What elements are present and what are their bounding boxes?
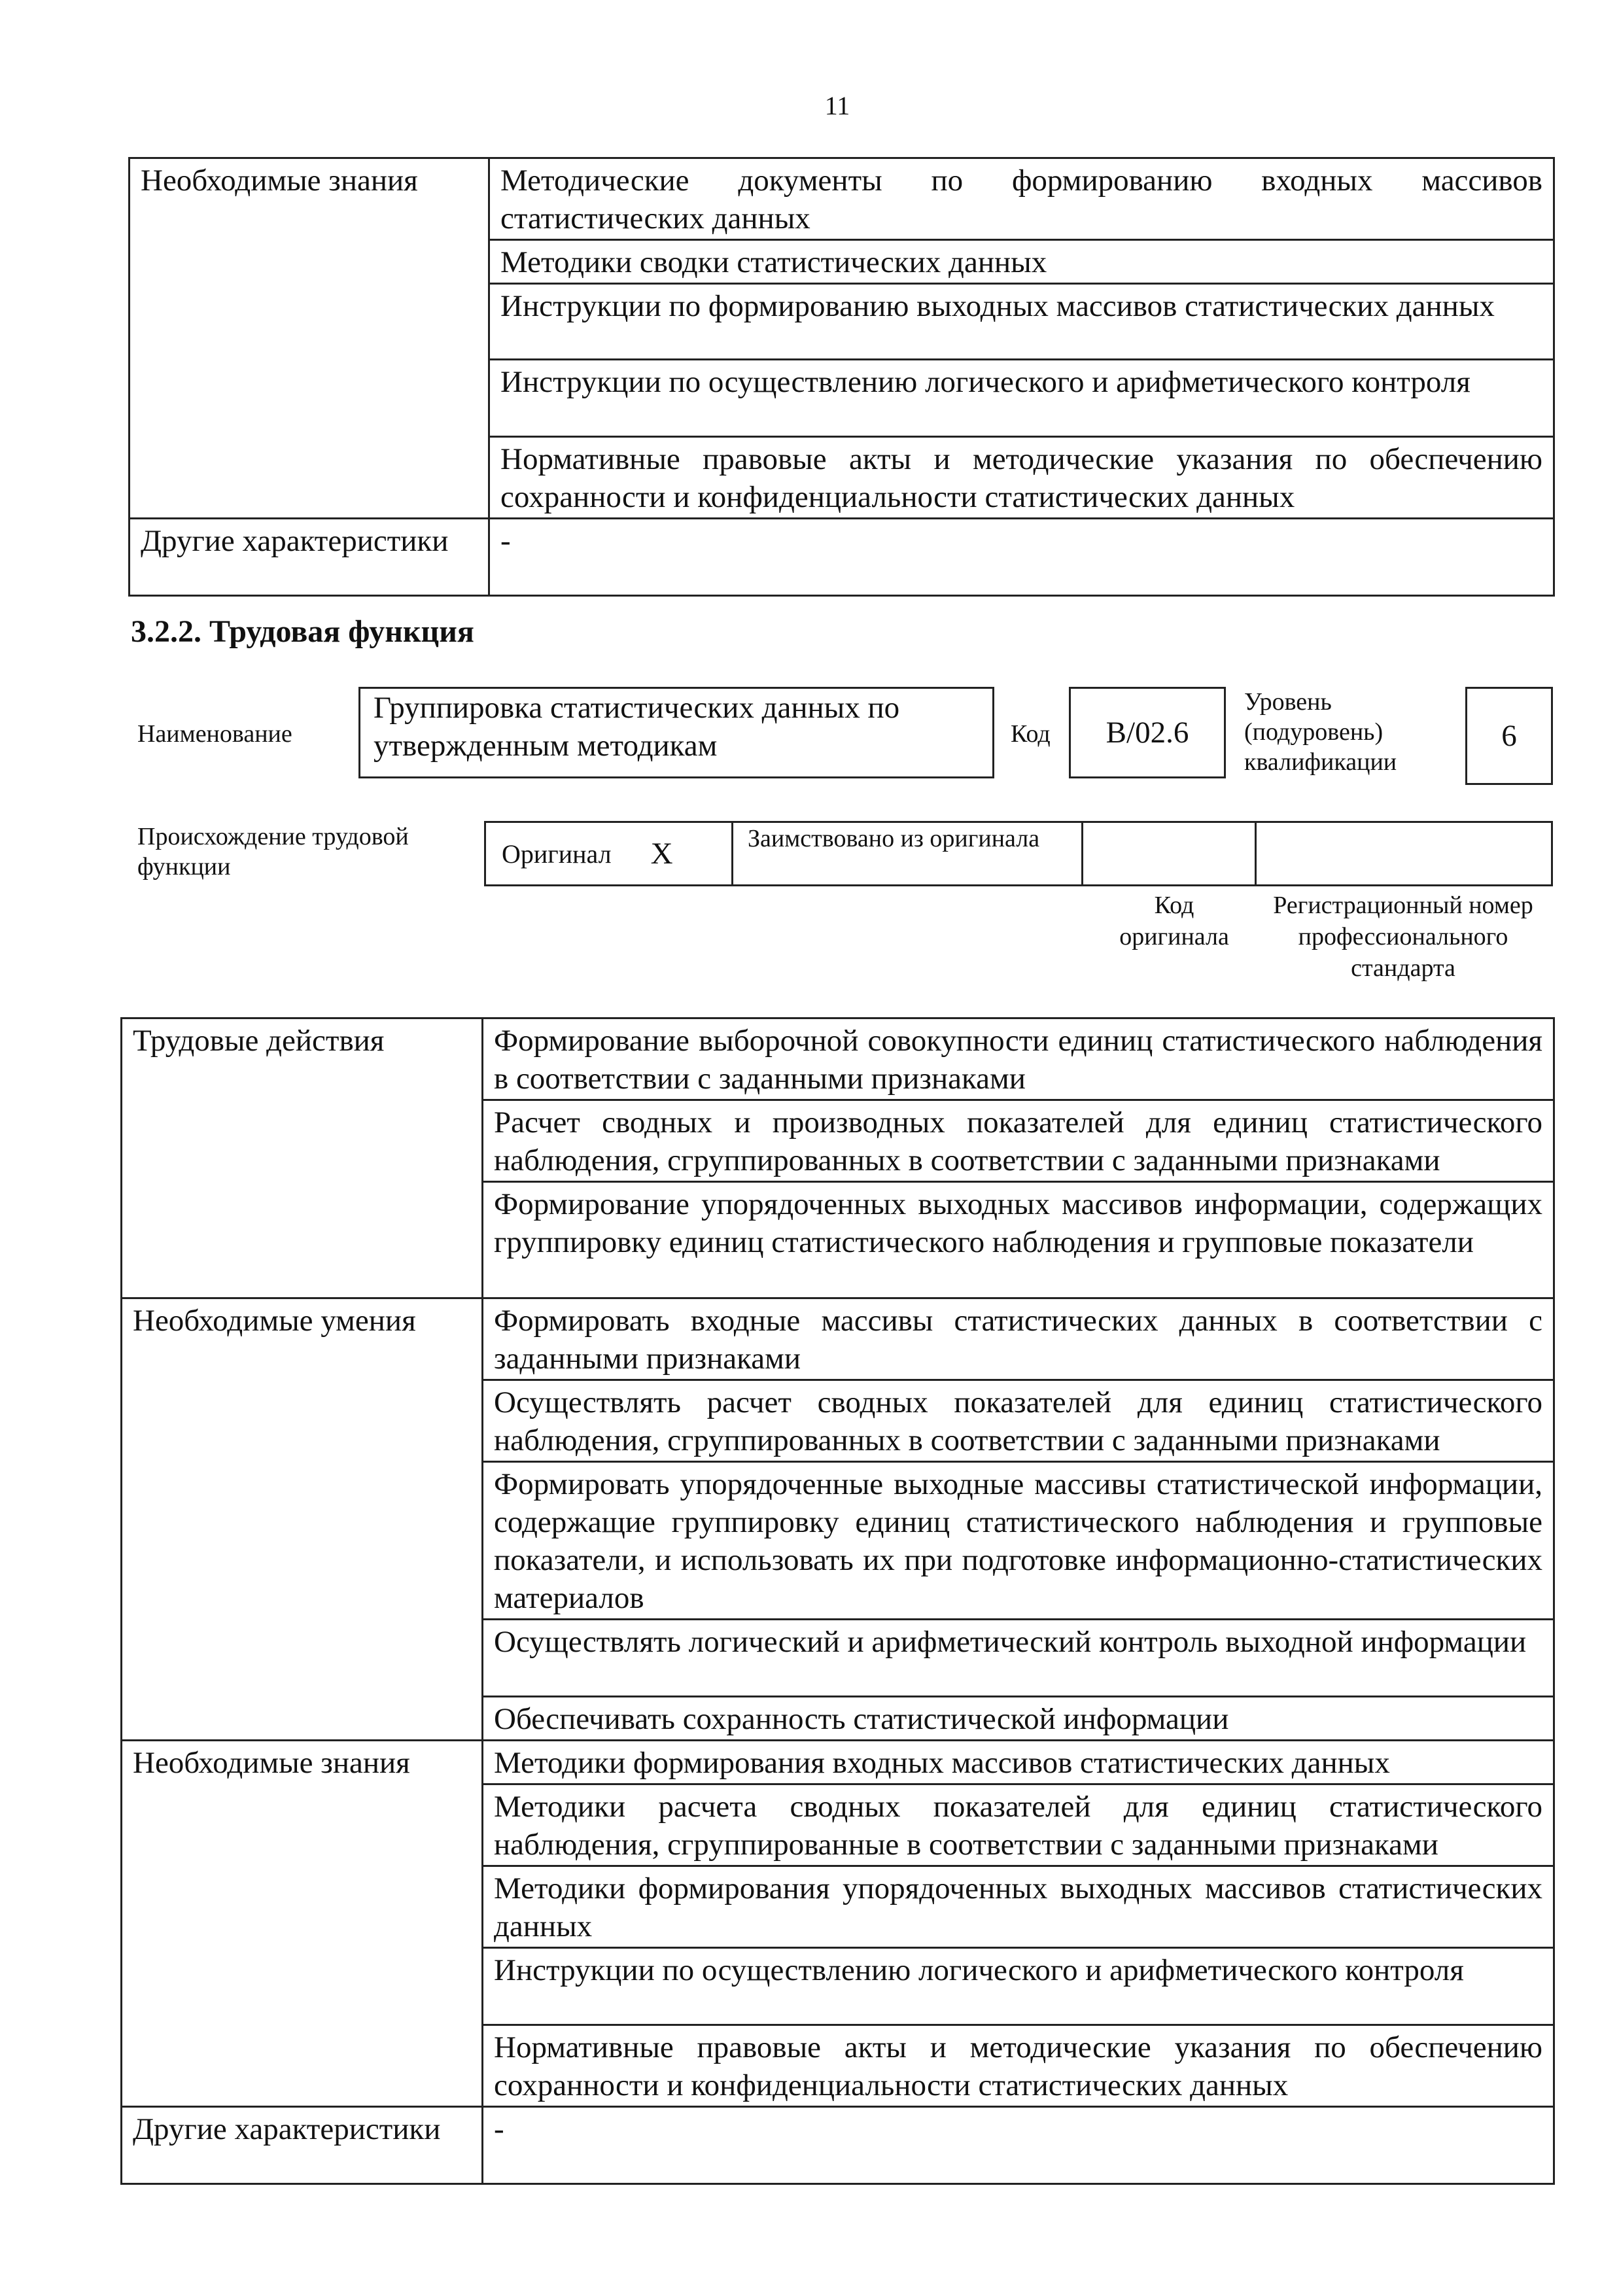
- knowledge-item: Методики формирования упорядоченных выходных массивов статистических данных: [483, 1866, 1554, 1948]
- skill-item: Осуществлять расчет сводных показателей для единиц статистического наблюдения, сгруппированных в соответствии с заданными признаками: [483, 1380, 1554, 1462]
- action-item: Расчет сводных и производных показателей для единиц статистического наблюдения, сгруппированных в соответствии с заданными признаками: [483, 1100, 1554, 1182]
- knowledge-item: Инструкции по осуществлению логического и арифметического контроля: [483, 1948, 1554, 2025]
- name-label: Наименование: [137, 720, 292, 748]
- other-value: -: [489, 519, 1554, 596]
- origin-label: Происхождение трудовой функции: [137, 823, 409, 880]
- origin-original-cell: [486, 823, 731, 884]
- action-item: Формирование упорядоченных выходных массивов информации, содержащих группировку единиц статистического наблюдения и групповые показатели: [483, 1182, 1554, 1298]
- knowledge-label: Необходимые знания: [130, 158, 489, 519]
- code-label: Код: [1011, 720, 1051, 748]
- level-label: Уровень (подуровень) квалификации: [1244, 688, 1397, 776]
- knowledge-item: Методики формирования входных массивов статистических данных: [483, 1741, 1554, 1784]
- knowledge-item: Нормативные правовые акты и методические указания по обеспечению сохранности и конфиденциальности статистических данных: [483, 2025, 1554, 2107]
- knowledge-item: Инструкции по формированию выходных массивов статистических данных: [489, 284, 1554, 360]
- name-value: Группировка статистических данных по утвержденным методикам: [374, 691, 900, 763]
- actions-label: Трудовые действия: [122, 1018, 483, 1298]
- skill-item: Формировать упорядоченные выходные массивы статистической информации, содержащие группировку единиц статистического наблюдения и групповые показатели, и использовать их при подготовке информационно-статистических материалов: [483, 1462, 1554, 1620]
- skill-item: Формировать входные массивы статистических данных в соответствии с заданными признаками: [483, 1298, 1554, 1380]
- knowledge-label-2: Необходимые знания: [122, 1741, 483, 2107]
- knowledge-item: Методики расчета сводных показателей для единиц статистического наблюдения, сгруппированные в соответствии с заданными признаками: [483, 1784, 1554, 1866]
- caption-code: Код оригинала: [1119, 892, 1229, 950]
- action-item: Формирование выборочной совокупности единиц статистического наблюдения в соответствии с заданными признаками: [483, 1018, 1554, 1100]
- knowledge-item: Методики сводки статистических данных: [489, 240, 1554, 284]
- code-box: [1069, 687, 1226, 778]
- origin-borrowed: Заимствовано из оригинала: [748, 825, 1040, 852]
- skill-item: Обеспечивать сохранность статистической информации: [483, 1697, 1554, 1741]
- origin-row: [484, 821, 1553, 886]
- other-value-2: -: [483, 2107, 1554, 2184]
- section-title: 3.2.2. Трудовая функция: [131, 614, 474, 649]
- origin-original: Оригинал: [502, 839, 612, 869]
- main-table: [120, 1017, 1555, 2185]
- origin-borrowed-cell: [731, 823, 1081, 884]
- level-value: 6: [1501, 719, 1517, 753]
- code-value: B/02.6: [1105, 716, 1189, 750]
- skill-item: Осуществлять логический и арифметический контроль выходной информации: [483, 1620, 1554, 1697]
- knowledge-item: Методические документы по формированию входных массивов статистических данных: [489, 158, 1554, 240]
- page-number: 11: [824, 91, 850, 120]
- other-label: Другие характеристики: [130, 519, 489, 596]
- origin-mark: X: [650, 837, 673, 871]
- caption-reg: Регистрационный номер профессионального стандарта: [1273, 892, 1533, 982]
- knowledge-item: Инструкции по осуществлению логического и арифметического контроля: [489, 360, 1554, 437]
- skills-label: Необходимые умения: [122, 1298, 483, 1741]
- other-label-2: Другие характеристики: [122, 2107, 483, 2184]
- level-box: [1465, 687, 1553, 785]
- name-box: [358, 687, 994, 778]
- origin-code-cell: [1081, 823, 1255, 884]
- origin-reg-cell: [1255, 823, 1551, 884]
- top-table: [128, 157, 1555, 597]
- knowledge-item: Нормативные правовые акты и методические указания по обеспечению сохранности и конфиденциальности статистических данных: [489, 437, 1554, 519]
